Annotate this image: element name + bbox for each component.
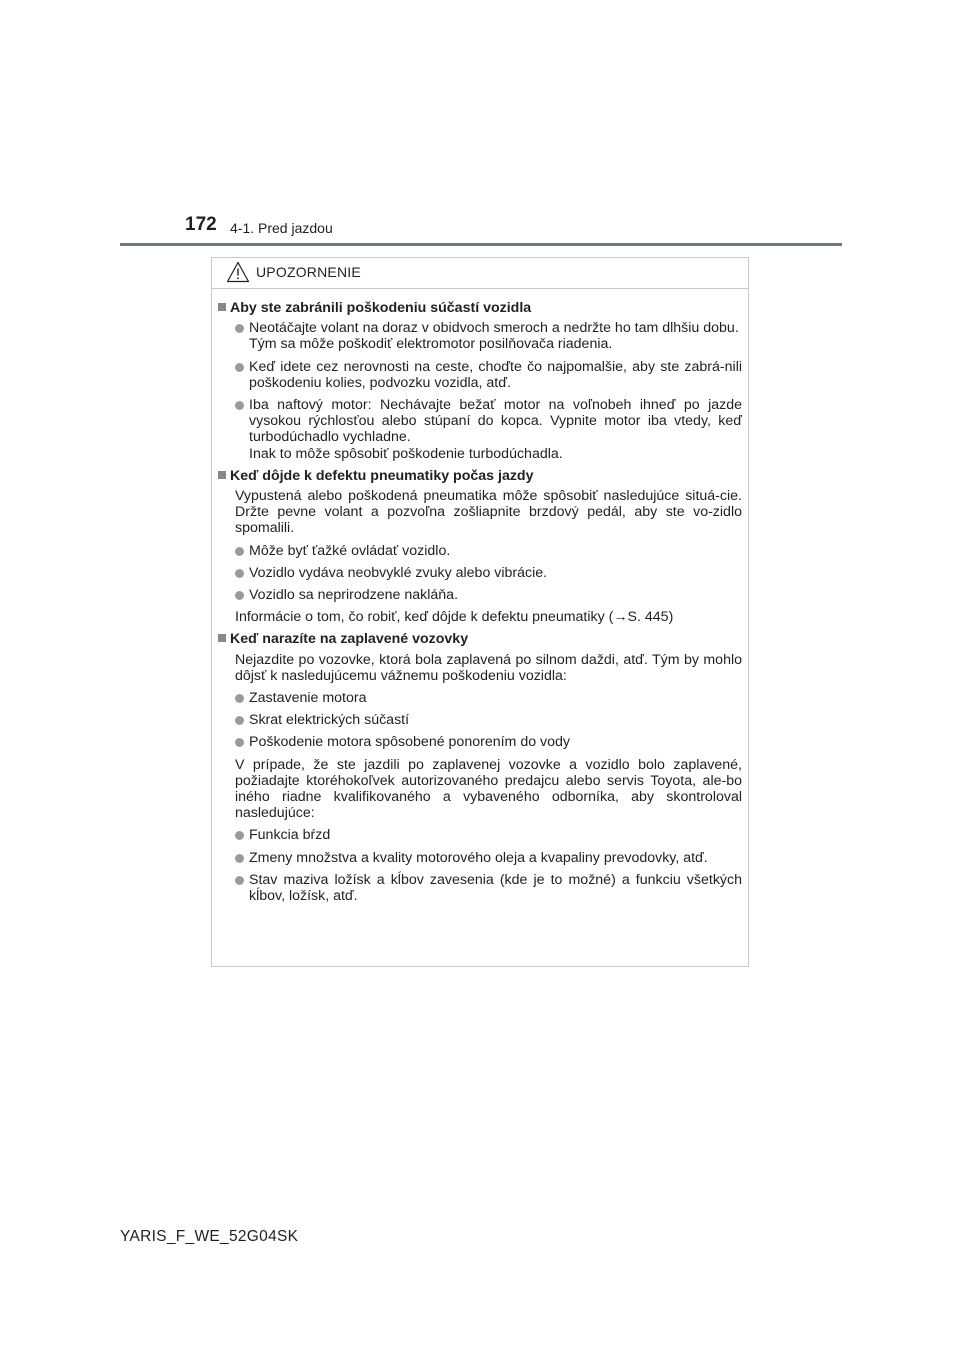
- paragraph: Nejazdite po vozovke, ktorá bola zaplavená po silnom daždi, atď. Tým by mohlo dôjsť k nasledujúcemu vážnemu poškodeniu vozidla:: [235, 651, 742, 684]
- list-item: [218, 734, 742, 750]
- circle-bullet-icon: [235, 363, 244, 372]
- list-item-text: Skrat elektrických súčastí: [249, 712, 410, 729]
- circle-bullet-icon: [235, 591, 244, 600]
- section-heading-text: Aby ste zabránili poškodeniu súčastí vozidla: [230, 300, 532, 316]
- list-item-text: Zastavenie motora: [249, 690, 367, 707]
- page-number: 172: [185, 214, 217, 235]
- page-reference: Informácie o tom, čo robiť, keď dôjde k defektu pneumatiky (→S. 445): [235, 609, 674, 626]
- section-heading-text: Keď dôjde k defektu pneumatiky počas jazdy: [230, 467, 534, 484]
- list-item: [218, 587, 742, 603]
- list-item: [218, 397, 742, 462]
- list-item-text: Poškodenie motora spôsobené ponorením do vody: [249, 734, 571, 751]
- square-bullet-icon: [218, 634, 226, 642]
- list-item-text: Môže byť ťažké ovládať vozidlo.: [249, 542, 451, 559]
- list-item: [218, 565, 742, 581]
- list-item: [218, 850, 742, 866]
- section-heading: [218, 631, 742, 647]
- circle-bullet-icon: [235, 694, 244, 703]
- warning-triangle-icon: [226, 261, 250, 288]
- circle-bullet-icon: [235, 401, 244, 410]
- warning-box: [211, 257, 749, 967]
- header-divider: [120, 243, 842, 246]
- circle-bullet-icon: [235, 738, 244, 747]
- circle-bullet-icon: [235, 569, 244, 578]
- warning-header: [212, 258, 748, 289]
- list-item-text: Stav maziva ložísk a kĺbov zavesenia (kde je to možné) a funkciu všetkých kĺbov, ložísk, atď.: [249, 871, 742, 905]
- list-item: [218, 320, 742, 352]
- list-item: [218, 359, 742, 391]
- warning-body: [212, 289, 748, 904]
- paragraph: Vypustená alebo poškodená pneumatika môže spôsobiť nasledujúce situá-cie. Držte pevne volant a pozvoľna zošliapnite brzdový pedál, aby ste vo-zidlo spomalili.: [235, 488, 742, 537]
- list-item-text: Zmeny množstva a kvality motorového oleja a kvapaliny prevodovky, atď.: [249, 849, 708, 866]
- list-item: [218, 872, 742, 904]
- square-bullet-icon: [218, 471, 226, 479]
- list-item: [218, 543, 742, 559]
- list-item-note: Inak to môže spôsobiť poškodenie turbodúchadla.: [249, 445, 563, 462]
- list-item-text: Iba naftový motor: Nechávajte bežať motor na voľnobeh ihneď po jazde vysokou rýchlosťou alebo stúpaní do kopca. Vypnite motor iba vtedy, keď turbodúchadlo vychladne.: [249, 397, 742, 446]
- circle-bullet-icon: [235, 547, 244, 556]
- list-item: [218, 827, 742, 843]
- warning-label: UPOZORNENIE: [256, 264, 361, 280]
- list-item-text: Keď idete cez nerovnosti na ceste, choďte čo najpomalšie, aby ste zabrá-nili poškodeniu kolies, podvozku vozidla, atď.: [249, 358, 742, 391]
- list-item-text: Funkcia bŕzd: [249, 827, 331, 844]
- list-item: [218, 690, 742, 706]
- section-title: 4-1. Pred jazdou: [230, 220, 333, 236]
- square-bullet-icon: [218, 303, 226, 311]
- list-item: [218, 712, 742, 728]
- list-item-note: Tým sa môže poškodiť elektromotor posilňovača riadenia.: [249, 336, 613, 353]
- section-heading: [218, 300, 742, 316]
- circle-bullet-icon: [235, 324, 244, 333]
- list-item-text: Vozidlo vydáva neobvyklé zvuky alebo vibrácie.: [249, 564, 548, 581]
- circle-bullet-icon: [235, 876, 244, 885]
- circle-bullet-icon: [235, 854, 244, 863]
- circle-bullet-icon: [235, 831, 244, 840]
- circle-bullet-icon: [235, 716, 244, 725]
- document-code: YARIS_F_WE_52G04SK: [120, 1228, 299, 1245]
- list-item-text: Neotáčajte volant na doraz v obidvoch smeroch a nedržte ho tam dlhšiu dobu.: [249, 320, 739, 337]
- list-item-text: Vozidlo sa neprirodzene nakláňa.: [249, 587, 459, 604]
- section-heading-text: Keď narazíte na zaplavené vozovky: [230, 631, 469, 648]
- section-heading: [218, 468, 742, 484]
- paragraph: V prípade, že ste jazdili po zaplavenej vozovke a vozidlo bolo zaplavené, požiadajte ktoréhokoľvek autorizovaného predajcu alebo servis Toyota, ale-bo iného riadne kvalifikovaného a vybaveného odborníka, aby skontroloval nasledujúce:: [235, 756, 742, 822]
